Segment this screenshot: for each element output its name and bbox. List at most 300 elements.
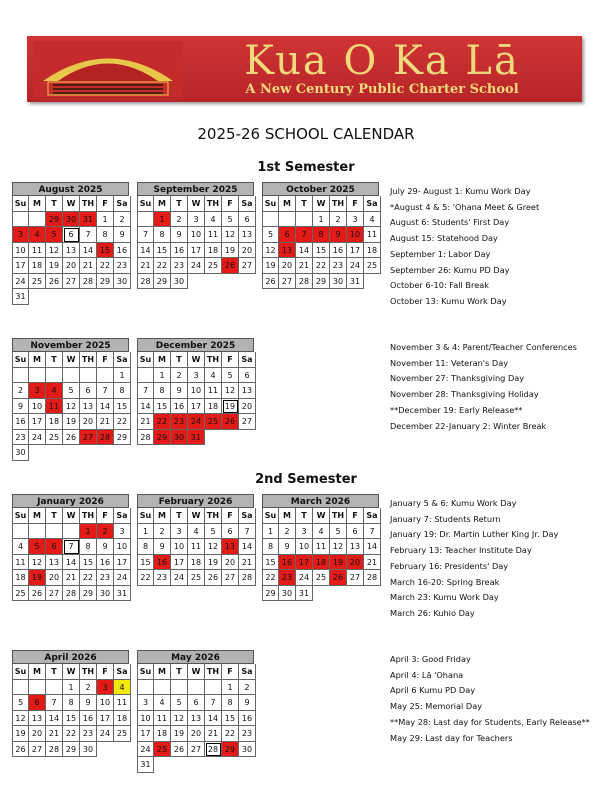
day-cell: 14	[296, 243, 313, 259]
day-cell: 5	[171, 695, 188, 711]
day-cell: 14	[137, 243, 154, 259]
weekday-header: F	[97, 196, 114, 212]
day-cell: 19	[262, 258, 279, 274]
weekday-header: M	[154, 508, 171, 524]
month-grid	[12, 664, 129, 757]
day-cell: 15	[137, 555, 154, 571]
day-cell: 12	[63, 399, 80, 415]
day-cell: 22	[154, 258, 171, 274]
day-cell: 15	[80, 555, 97, 571]
month-title: December 2025	[137, 338, 254, 352]
weekday-header: F	[97, 664, 114, 680]
day-cell: 21	[137, 258, 154, 274]
day-cell: 5	[222, 212, 239, 228]
event-item: November 3 & 4: Parent/Teacher Conferences	[390, 342, 577, 352]
day-cell: 25	[188, 570, 205, 586]
day-cell: 3	[97, 680, 114, 696]
weekday-header: W	[313, 196, 330, 212]
day-cell: 2	[330, 212, 347, 228]
day-cell: 28	[239, 570, 256, 586]
event-item: November 27: Thanksgiving Day	[390, 373, 525, 384]
day-cell: 25	[154, 742, 171, 758]
prev-month-day: 29	[46, 212, 63, 228]
day-cell: 18	[313, 555, 330, 571]
day-cell: 14	[205, 711, 222, 727]
weekday-header: TH	[205, 508, 222, 524]
event-item: September 26: Kumu PD Day	[390, 264, 510, 275]
month-grid	[137, 508, 254, 586]
day-cell: 8	[97, 227, 114, 243]
month-grid	[137, 352, 254, 445]
day-cell: 1	[222, 680, 239, 696]
day-cell: 27	[80, 430, 97, 446]
month-title: August 2025	[12, 182, 129, 196]
weekday-header: T	[171, 352, 188, 368]
weekday-header: W	[63, 196, 80, 212]
weekday-header: TH	[330, 508, 347, 524]
day-cell: 30	[171, 430, 188, 446]
day-cell: 18	[154, 726, 171, 742]
empty-day	[46, 680, 63, 696]
day-cell: 12	[171, 711, 188, 727]
weekday-header: Sa	[114, 352, 131, 368]
day-cell: 18	[364, 243, 381, 259]
day-cell: 29	[80, 586, 97, 602]
weekday-header: M	[154, 664, 171, 680]
day-cell: 20	[239, 243, 256, 259]
day-cell: 20	[222, 555, 239, 571]
day-cell: 14	[63, 555, 80, 571]
weekday-header: Sa	[239, 196, 256, 212]
event-item: October 13: Kumu Work Day	[390, 295, 507, 306]
day-cell: 19	[222, 399, 239, 415]
day-cell: 15	[154, 243, 171, 259]
day-cell: 22	[114, 414, 131, 430]
weekday-header: F	[222, 508, 239, 524]
day-cell: 17	[347, 243, 364, 259]
day-cell: 7	[137, 227, 154, 243]
day-cell: 2	[97, 524, 114, 540]
day-cell: 30	[12, 445, 29, 461]
day-cell: 28	[364, 570, 381, 586]
day-cell: 16	[239, 711, 256, 727]
day-cell: 22	[262, 570, 279, 586]
day-cell: 22	[97, 258, 114, 274]
day-cell: 6	[347, 524, 364, 540]
day-cell: 26	[205, 570, 222, 586]
day-cell: 19	[29, 570, 46, 586]
day-cell: 16	[114, 243, 131, 259]
weekday-header: Su	[262, 196, 279, 212]
empty-day	[12, 680, 29, 696]
weekday-header: M	[29, 196, 46, 212]
day-cell: 21	[239, 555, 256, 571]
day-cell: 7	[80, 227, 97, 243]
day-cell: 26	[171, 742, 188, 758]
weekday-header: Sa	[239, 508, 256, 524]
day-cell: 28	[137, 430, 154, 446]
day-cell: 24	[137, 742, 154, 758]
empty-day	[46, 524, 63, 540]
events-fall-2	[390, 340, 577, 434]
day-cell: 11	[205, 227, 222, 243]
event-item: May 29: Last day for Teachers	[390, 732, 513, 743]
empty-day	[29, 212, 46, 228]
empty-day	[46, 368, 63, 384]
day-cell: 26	[330, 570, 347, 586]
day-cell: 2	[114, 212, 131, 228]
day-cell: 8	[262, 539, 279, 555]
day-cell: 19	[63, 414, 80, 430]
weekday-header: F	[222, 196, 239, 212]
month-grid	[262, 508, 379, 601]
event-item: May 25: Memorial Day	[390, 701, 483, 712]
day-cell: 3	[12, 227, 29, 243]
day-cell: 27	[279, 274, 296, 290]
day-cell: 22	[137, 570, 154, 586]
day-cell: 4	[188, 524, 205, 540]
day-cell: 24	[29, 430, 46, 446]
weekday-header: W	[63, 508, 80, 524]
event-item: August 15: Statehood Day	[390, 233, 498, 244]
weekday-header: M	[154, 352, 171, 368]
weekday-header: W	[188, 664, 205, 680]
day-cell: 29	[114, 430, 131, 446]
day-cell: 11	[12, 555, 29, 571]
day-cell: 21	[63, 570, 80, 586]
day-cell: 2	[12, 383, 29, 399]
day-cell: 3	[188, 212, 205, 228]
day-cell: 8	[114, 383, 131, 399]
day-cell: 7	[63, 539, 80, 555]
day-cell: 27	[222, 570, 239, 586]
month-calendar	[137, 494, 254, 586]
empty-day	[262, 212, 279, 228]
day-cell: 4	[46, 383, 63, 399]
weekday-header: F	[222, 352, 239, 368]
month-calendar	[12, 338, 129, 461]
weekday-header: TH	[205, 664, 222, 680]
day-cell: 13	[80, 399, 97, 415]
day-cell: 25	[313, 570, 330, 586]
weekday-header: Sa	[114, 196, 131, 212]
day-cell: 18	[205, 399, 222, 415]
event-item: December 22-January 2: Winter Break	[390, 420, 547, 431]
semester-2-heading: 2nd Semester	[255, 472, 357, 487]
day-cell: 16	[12, 414, 29, 430]
empty-day	[12, 368, 29, 384]
day-cell: 10	[137, 711, 154, 727]
day-cell: 31	[188, 430, 205, 446]
day-cell: 15	[262, 555, 279, 571]
day-cell: 31	[137, 757, 154, 773]
weekday-header: T	[46, 508, 63, 524]
day-cell: 17	[137, 726, 154, 742]
day-cell: 17	[12, 258, 29, 274]
day-cell: 2	[171, 368, 188, 384]
weekday-header: Su	[137, 664, 154, 680]
day-cell: 9	[171, 227, 188, 243]
day-cell: 5	[205, 524, 222, 540]
weekday-header: Su	[137, 196, 154, 212]
day-cell: 1	[154, 368, 171, 384]
day-cell: 21	[364, 555, 381, 571]
day-cell: 27	[46, 586, 63, 602]
month-grid	[137, 196, 254, 289]
day-cell: 5	[29, 539, 46, 555]
day-cell: 13	[239, 227, 256, 243]
weekday-header: F	[347, 508, 364, 524]
day-cell: 24	[188, 414, 205, 430]
day-cell: 13	[46, 555, 63, 571]
day-cell: 1	[63, 680, 80, 696]
day-cell: 26	[29, 586, 46, 602]
event-item: January 7: Students Return	[390, 513, 501, 524]
day-cell: 12	[12, 711, 29, 727]
empty-day	[296, 212, 313, 228]
day-cell: 2	[171, 212, 188, 228]
day-cell: 7	[296, 227, 313, 243]
month-calendar	[12, 182, 129, 305]
day-cell: 13	[63, 243, 80, 259]
day-cell: 9	[80, 695, 97, 711]
day-cell: 9	[239, 695, 256, 711]
month-title: February 2026	[137, 494, 254, 508]
day-cell: 11	[154, 711, 171, 727]
empty-day	[205, 680, 222, 696]
day-cell: 31	[347, 274, 364, 290]
day-cell: 27	[239, 258, 256, 274]
empty-day	[29, 680, 46, 696]
day-cell: 10	[171, 539, 188, 555]
day-cell: 23	[239, 726, 256, 742]
day-cell: 16	[171, 399, 188, 415]
day-cell: 22	[80, 570, 97, 586]
month-title: March 2026	[262, 494, 379, 508]
day-cell: 6	[63, 227, 80, 243]
day-cell: 21	[97, 414, 114, 430]
day-cell: 22	[154, 414, 171, 430]
day-cell: 3	[296, 524, 313, 540]
day-cell: 7	[97, 383, 114, 399]
day-cell: 19	[205, 555, 222, 571]
prev-month-day: 30	[63, 212, 80, 228]
day-cell: 27	[239, 414, 256, 430]
day-cell: 23	[12, 430, 29, 446]
weekday-header: Sa	[114, 664, 131, 680]
day-cell: 18	[12, 570, 29, 586]
month-calendar	[137, 338, 254, 445]
day-cell: 28	[205, 742, 222, 758]
day-cell: 25	[12, 586, 29, 602]
day-cell: 23	[330, 258, 347, 274]
day-cell: 21	[80, 258, 97, 274]
month-title: April 2026	[12, 650, 129, 664]
day-cell: 10	[188, 227, 205, 243]
weekday-header: F	[97, 352, 114, 368]
event-item: *August 4 & 5: 'Ohana Meet & Greet	[390, 201, 540, 212]
day-cell: 3	[347, 212, 364, 228]
events-spring-1	[390, 496, 558, 622]
event-item: April 4: Lā 'Ohana	[390, 669, 464, 680]
day-cell: 10	[12, 243, 29, 259]
day-cell: 15	[313, 243, 330, 259]
day-cell: 9	[114, 227, 131, 243]
day-cell: 11	[205, 383, 222, 399]
month-calendar	[262, 494, 379, 601]
weekday-header: W	[63, 352, 80, 368]
day-cell: 27	[188, 742, 205, 758]
month-title: October 2025	[262, 182, 379, 196]
weekday-header: Sa	[364, 508, 381, 524]
day-cell: 6	[188, 695, 205, 711]
day-cell: 19	[171, 726, 188, 742]
day-cell: 4	[29, 227, 46, 243]
day-cell: 16	[171, 243, 188, 259]
day-cell: 20	[239, 399, 256, 415]
day-cell: 5	[46, 227, 63, 243]
day-cell: 26	[262, 274, 279, 290]
day-cell: 8	[137, 539, 154, 555]
day-cell: 11	[364, 227, 381, 243]
day-cell: 11	[29, 243, 46, 259]
day-cell: 21	[137, 414, 154, 430]
empty-day	[80, 368, 97, 384]
day-cell: 22	[222, 726, 239, 742]
day-cell: 10	[114, 539, 131, 555]
day-cell: 28	[296, 274, 313, 290]
month-grid	[12, 196, 129, 305]
day-cell: 5	[63, 383, 80, 399]
day-cell: 7	[364, 524, 381, 540]
day-cell: 4	[114, 680, 131, 696]
day-cell: 14	[364, 539, 381, 555]
day-cell: 5	[12, 695, 29, 711]
day-cell: 30	[97, 586, 114, 602]
day-cell: 30	[171, 274, 188, 290]
day-cell: 20	[80, 414, 97, 430]
day-cell: 17	[188, 243, 205, 259]
day-cell: 4	[12, 539, 29, 555]
day-cell: 26	[222, 414, 239, 430]
empty-day	[137, 212, 154, 228]
semester-1-heading: 1st Semester	[257, 160, 355, 175]
weekday-header: Su	[12, 664, 29, 680]
event-item: March 16-20: Spring Break	[390, 576, 500, 587]
day-cell: 1	[154, 212, 171, 228]
day-cell: 23	[171, 414, 188, 430]
day-cell: 8	[80, 539, 97, 555]
weekday-header: T	[46, 664, 63, 680]
empty-day	[188, 680, 205, 696]
school-subtitle: A New Century Public Charter School	[245, 82, 519, 97]
event-item: March 23: Kumu Work Day	[390, 592, 499, 603]
day-cell: 20	[279, 258, 296, 274]
month-calendar	[12, 650, 129, 757]
day-cell: 31	[296, 586, 313, 602]
day-cell: 6	[80, 383, 97, 399]
weekday-header: Su	[137, 508, 154, 524]
day-cell: 18	[29, 258, 46, 274]
day-cell: 20	[63, 258, 80, 274]
day-cell: 16	[80, 711, 97, 727]
day-cell: 30	[330, 274, 347, 290]
day-cell: 19	[46, 258, 63, 274]
day-cell: 8	[63, 695, 80, 711]
day-cell: 28	[80, 274, 97, 290]
weekday-header: T	[46, 352, 63, 368]
day-cell: 17	[29, 414, 46, 430]
day-cell: 7	[46, 695, 63, 711]
day-cell: 8	[154, 227, 171, 243]
day-cell: 3	[137, 695, 154, 711]
day-cell: 27	[347, 570, 364, 586]
day-cell: 24	[171, 570, 188, 586]
weekday-header: W	[313, 508, 330, 524]
event-item: April 6 Kumu PD Day	[390, 685, 476, 696]
empty-day	[63, 368, 80, 384]
day-cell: 5	[222, 368, 239, 384]
day-cell: 28	[63, 586, 80, 602]
day-cell: 17	[97, 711, 114, 727]
day-cell: 16	[154, 555, 171, 571]
weekday-header: T	[171, 196, 188, 212]
day-cell: 13	[279, 243, 296, 259]
day-cell: 21	[46, 726, 63, 742]
weekday-header: Su	[12, 196, 29, 212]
day-cell: 22	[63, 726, 80, 742]
weekday-header: W	[188, 508, 205, 524]
events-fall-1	[390, 184, 539, 310]
day-cell: 15	[114, 399, 131, 415]
day-cell: 17	[114, 555, 131, 571]
day-cell: 20	[347, 555, 364, 571]
day-cell: 6	[46, 539, 63, 555]
day-cell: 25	[46, 430, 63, 446]
month-title: September 2025	[137, 182, 254, 196]
weekday-header: T	[296, 196, 313, 212]
day-cell: 25	[205, 414, 222, 430]
weekday-header: W	[188, 352, 205, 368]
event-item: **December 19: Early Release**	[390, 404, 523, 415]
day-cell: 26	[63, 430, 80, 446]
month-title: May 2026	[137, 650, 254, 664]
day-cell: 1	[137, 524, 154, 540]
day-cell: 24	[12, 274, 29, 290]
day-cell: 9	[12, 399, 29, 415]
day-cell: 12	[29, 555, 46, 571]
event-item: **May 28: Last day for Students, Early Release**	[390, 716, 590, 727]
day-cell: 24	[114, 570, 131, 586]
day-cell: 26	[12, 742, 29, 758]
empty-day	[279, 212, 296, 228]
day-cell: 29	[154, 430, 171, 446]
day-cell: 15	[97, 243, 114, 259]
day-cell: 14	[46, 711, 63, 727]
day-cell: 6	[239, 212, 256, 228]
day-cell: 16	[330, 243, 347, 259]
day-cell: 25	[205, 258, 222, 274]
event-item: November 28: Thanksgiving Holiday	[390, 389, 539, 400]
day-cell: 28	[97, 430, 114, 446]
day-cell: 24	[296, 570, 313, 586]
day-cell: 3	[188, 368, 205, 384]
day-cell: 28	[137, 274, 154, 290]
event-item: October 6-10: Fall Break	[390, 280, 490, 291]
event-item: March 26: Kuhio Day	[390, 607, 475, 618]
day-cell: 28	[46, 742, 63, 758]
day-cell: 16	[279, 555, 296, 571]
